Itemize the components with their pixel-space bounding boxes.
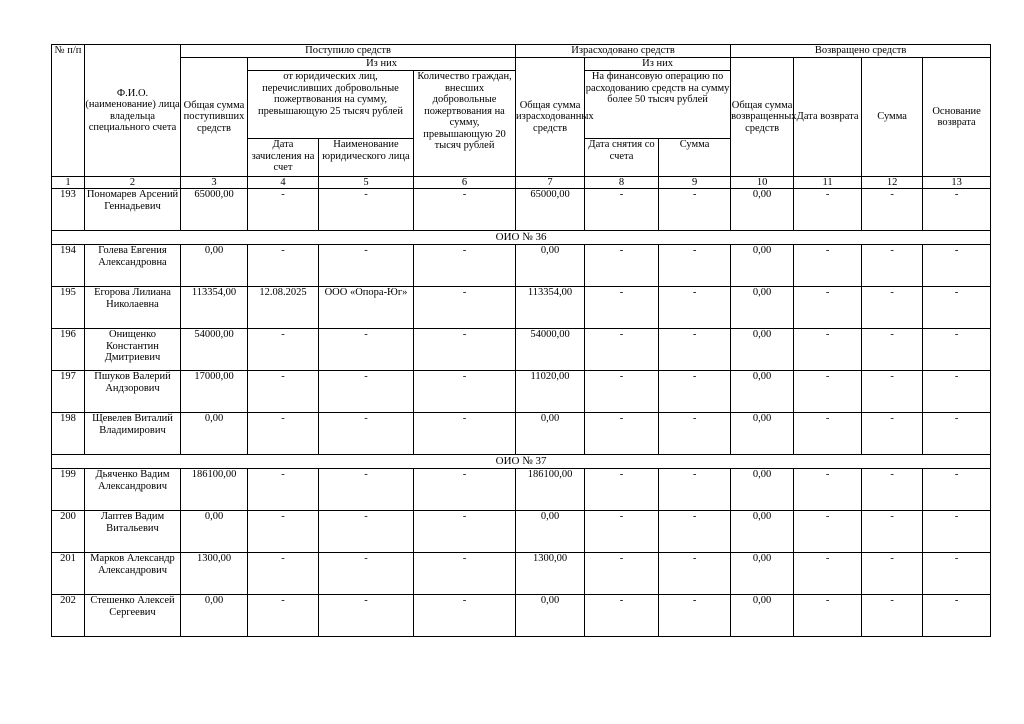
header-received-of-them: Из них [248, 58, 516, 71]
empty-cell: - [923, 287, 991, 329]
text-cell: ООО «Опора-Юг» [319, 287, 414, 329]
empty-cell: - [585, 511, 659, 553]
donations-report-table [51, 44, 991, 637]
amount-cell: 0,00 [181, 413, 248, 455]
section-title: ОИО № 36 [52, 231, 991, 245]
empty-cell: - [794, 595, 862, 637]
empty-cell: - [248, 371, 319, 413]
header-fio: Ф.И.О. (наименование) лица владельца специального счета [85, 45, 181, 177]
column-number: 5 [319, 177, 414, 189]
column-number: 9 [659, 177, 731, 189]
empty-cell: - [585, 595, 659, 637]
owner-name: Онищенко Константин Дмитриевич [85, 329, 181, 371]
column-number: 3 [181, 177, 248, 189]
amount-cell: 0,00 [731, 413, 794, 455]
amount-cell: 0,00 [731, 469, 794, 511]
empty-cell: - [319, 595, 414, 637]
header-received-total: Общая сумма поступивших средств [181, 58, 248, 177]
empty-cell: - [414, 469, 516, 511]
column-number: 2 [85, 177, 181, 189]
amount-cell: 113354,00 [516, 287, 585, 329]
empty-cell: - [923, 469, 991, 511]
empty-cell: - [414, 329, 516, 371]
amount-cell: 0,00 [731, 189, 794, 231]
amount-cell: 0,00 [731, 287, 794, 329]
header-spent: Израсходовано средств [516, 45, 731, 58]
empty-cell: - [862, 245, 923, 287]
header-returned: Возвращено средств [731, 45, 991, 58]
empty-cell: - [659, 553, 731, 595]
empty-cell: - [319, 189, 414, 231]
owner-name: Щевелев Виталий Владимирович [85, 413, 181, 455]
amount-cell: 0,00 [516, 245, 585, 287]
column-number: 13 [923, 177, 991, 189]
amount-cell: 65000,00 [181, 189, 248, 231]
owner-name: Пономарев Арсений Геннадьевич [85, 189, 181, 231]
empty-cell: - [923, 511, 991, 553]
empty-cell: - [319, 553, 414, 595]
amount-cell: 0,00 [516, 413, 585, 455]
header-withdraw-date: Дата снятия со счета [585, 139, 659, 177]
empty-cell: - [862, 189, 923, 231]
amount-cell: 0,00 [731, 245, 794, 287]
amount-cell: 0,00 [731, 553, 794, 595]
empty-cell: - [794, 553, 862, 595]
empty-cell: - [585, 371, 659, 413]
header-returned-total: Общая сумма возвращенных средств [731, 58, 794, 177]
empty-cell: - [248, 595, 319, 637]
owner-name: Егорова Лилиана Николаевна [85, 287, 181, 329]
empty-cell: - [862, 469, 923, 511]
empty-cell: - [319, 413, 414, 455]
column-number: 11 [794, 177, 862, 189]
empty-cell: - [659, 511, 731, 553]
amount-cell: 186100,00 [181, 469, 248, 511]
empty-cell: - [319, 469, 414, 511]
header-return-basis: Основание возврата [923, 58, 991, 177]
amount-cell: 0,00 [731, 371, 794, 413]
column-number: 7 [516, 177, 585, 189]
header-legal-name: Наименование юридического лица [319, 139, 414, 177]
header-sum: Сумма [659, 139, 731, 177]
table-row [52, 329, 991, 371]
empty-cell: - [319, 329, 414, 371]
table-row [52, 245, 991, 287]
empty-cell: - [248, 189, 319, 231]
row-number: 198 [52, 413, 85, 455]
amount-cell: 0,00 [181, 595, 248, 637]
section-row [52, 455, 991, 469]
empty-cell: - [923, 413, 991, 455]
owner-name: Дьяченко Вадим Александрович [85, 469, 181, 511]
empty-cell: - [794, 413, 862, 455]
header-from-legal: от юридических лиц, перечисливших добровольные пожертвования на сумму, превышающую 25 тысяч рублей [248, 71, 414, 139]
empty-cell: - [248, 413, 319, 455]
empty-cell: - [414, 511, 516, 553]
empty-cell: - [414, 553, 516, 595]
empty-cell: - [659, 287, 731, 329]
amount-cell: 1300,00 [181, 553, 248, 595]
empty-cell: - [414, 287, 516, 329]
table-row [52, 413, 991, 455]
column-number: 10 [731, 177, 794, 189]
row-number: 200 [52, 511, 85, 553]
owner-name: Марков Александр Александрович [85, 553, 181, 595]
empty-cell: - [319, 511, 414, 553]
row-number: 199 [52, 469, 85, 511]
row-number: 201 [52, 553, 85, 595]
empty-cell: - [923, 329, 991, 371]
text-cell: 12.08.2025 [248, 287, 319, 329]
empty-cell: - [923, 189, 991, 231]
table-row [52, 371, 991, 413]
empty-cell: - [319, 245, 414, 287]
empty-cell: - [923, 595, 991, 637]
empty-cell: - [794, 287, 862, 329]
row-number: 197 [52, 371, 85, 413]
empty-cell: - [794, 329, 862, 371]
table-row [52, 595, 991, 637]
empty-cell: - [585, 245, 659, 287]
row-number: 193 [52, 189, 85, 231]
owner-name: Лаптев Вадим Витальевич [85, 511, 181, 553]
amount-cell: 0,00 [181, 511, 248, 553]
empty-cell: - [414, 595, 516, 637]
row-number: 195 [52, 287, 85, 329]
amount-cell: 0,00 [731, 329, 794, 371]
empty-cell: - [585, 469, 659, 511]
header-citizens-count: Количество граждан, внесших добровольные пожертвования на сумму, превышающую 20 тысяч рублей [414, 71, 516, 177]
owner-name: Стешенко Алексей Сергеевич [85, 595, 181, 637]
column-number: 4 [248, 177, 319, 189]
empty-cell: - [659, 595, 731, 637]
amount-cell: 0,00 [731, 595, 794, 637]
header-spent-total: Общая сумма израсходованных средств [516, 58, 585, 177]
amount-cell: 65000,00 [516, 189, 585, 231]
amount-cell: 17000,00 [181, 371, 248, 413]
amount-cell: 0,00 [181, 245, 248, 287]
amount-cell: 11020,00 [516, 371, 585, 413]
empty-cell: - [862, 511, 923, 553]
header-financial-op: На финансовую операцию по расходованию средств на сумму более 50 тысяч рублей [585, 71, 731, 139]
owner-name: Голева Евгения Александровна [85, 245, 181, 287]
empty-cell: - [248, 553, 319, 595]
amount-cell: 0,00 [731, 511, 794, 553]
header-received: Поступило средств [181, 45, 516, 58]
empty-cell: - [923, 371, 991, 413]
amount-cell: 1300,00 [516, 553, 585, 595]
header-num: № п/п [52, 45, 85, 177]
row-number: 202 [52, 595, 85, 637]
empty-cell: - [862, 371, 923, 413]
column-number-row [52, 177, 991, 189]
table-row [52, 469, 991, 511]
section-row [52, 231, 991, 245]
header-credit-date: Дата зачисления на счет [248, 139, 319, 177]
column-number: 12 [862, 177, 923, 189]
empty-cell: - [248, 469, 319, 511]
empty-cell: - [794, 371, 862, 413]
empty-cell: - [862, 329, 923, 371]
amount-cell: 186100,00 [516, 469, 585, 511]
empty-cell: - [414, 413, 516, 455]
empty-cell: - [585, 553, 659, 595]
table-row [52, 287, 991, 329]
column-number: 1 [52, 177, 85, 189]
empty-cell: - [794, 245, 862, 287]
empty-cell: - [862, 287, 923, 329]
empty-cell: - [248, 245, 319, 287]
empty-cell: - [794, 469, 862, 511]
empty-cell: - [585, 413, 659, 455]
empty-cell: - [923, 245, 991, 287]
table-row [52, 511, 991, 553]
empty-cell: - [862, 413, 923, 455]
empty-cell: - [659, 413, 731, 455]
empty-cell: - [659, 469, 731, 511]
owner-name: Пшуков Валерий Андзорович [85, 371, 181, 413]
amount-cell: 0,00 [516, 595, 585, 637]
row-number: 194 [52, 245, 85, 287]
empty-cell: - [248, 511, 319, 553]
amount-cell: 0,00 [516, 511, 585, 553]
empty-cell: - [585, 189, 659, 231]
table-row [52, 553, 991, 595]
empty-cell: - [659, 245, 731, 287]
empty-cell: - [862, 595, 923, 637]
header-spent-of-them: Из них [585, 58, 731, 71]
empty-cell: - [414, 189, 516, 231]
amount-cell: 54000,00 [181, 329, 248, 371]
section-title: ОИО № 37 [52, 455, 991, 469]
amount-cell: 54000,00 [516, 329, 585, 371]
column-number: 8 [585, 177, 659, 189]
amount-cell: 113354,00 [181, 287, 248, 329]
empty-cell: - [862, 553, 923, 595]
table-row [52, 189, 991, 231]
empty-cell: - [794, 511, 862, 553]
empty-cell: - [659, 329, 731, 371]
empty-cell: - [248, 329, 319, 371]
empty-cell: - [659, 189, 731, 231]
empty-cell: - [414, 371, 516, 413]
empty-cell: - [659, 371, 731, 413]
empty-cell: - [319, 371, 414, 413]
column-number: 6 [414, 177, 516, 189]
empty-cell: - [585, 287, 659, 329]
row-number: 196 [52, 329, 85, 371]
empty-cell: - [585, 329, 659, 371]
header-return-date: Дата возврата [794, 58, 862, 177]
empty-cell: - [794, 189, 862, 231]
header-return-sum: Сумма [862, 58, 923, 177]
empty-cell: - [923, 553, 991, 595]
empty-cell: - [414, 245, 516, 287]
